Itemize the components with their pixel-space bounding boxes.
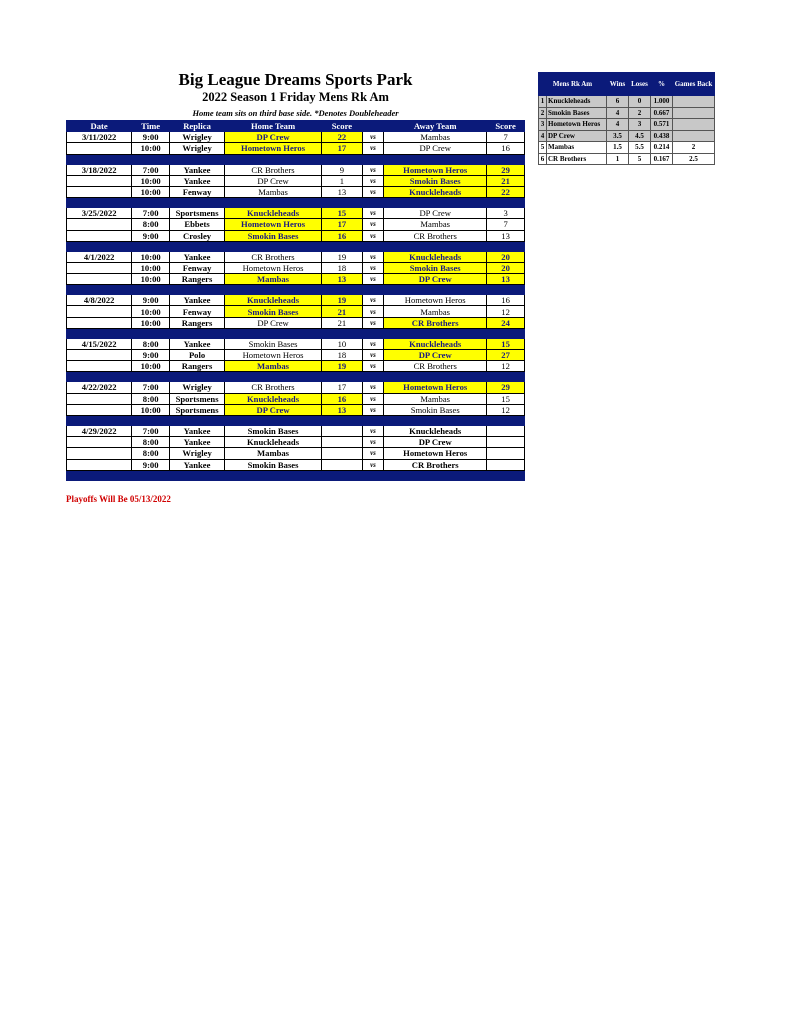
game-field: Wrigley (170, 132, 225, 143)
vs-label: vs (362, 274, 383, 285)
game-row (67, 295, 525, 306)
game-row (67, 208, 525, 219)
away-team: Hometown Heros (384, 448, 487, 459)
away-score: 12 (487, 361, 525, 372)
vs-label: vs (362, 317, 383, 328)
game-date: 4/15/2022 (67, 338, 132, 349)
game-time: 9:00 (132, 350, 170, 361)
vs-label: vs (362, 437, 383, 448)
column-header-home-score: Score (321, 121, 362, 132)
week-separator-bar (67, 328, 525, 338)
game-field: Sportsmens (170, 404, 225, 415)
home-score: 1 (321, 175, 362, 186)
game-date: 3/11/2022 (67, 132, 132, 143)
game-row (67, 382, 525, 393)
away-team: Mambas (384, 393, 487, 404)
game-row (67, 317, 525, 328)
game-row (67, 425, 525, 436)
game-date: 3/25/2022 (67, 208, 132, 219)
vs-label: vs (362, 295, 383, 306)
standings-pct: 1.000 (651, 96, 673, 108)
game-row (67, 306, 525, 317)
game-time: 10:00 (132, 404, 170, 415)
standings-team: Knuckleheads (547, 96, 607, 108)
vs-label: vs (362, 350, 383, 361)
vs-label: vs (362, 164, 383, 175)
game-row (67, 393, 525, 404)
away-team: Hometown Heros (384, 295, 487, 306)
game-field: Yankee (170, 338, 225, 349)
vs-label: vs (362, 425, 383, 436)
home-team: DP Crew (225, 132, 322, 143)
vs-label: vs (362, 338, 383, 349)
standings-team: CR Brothers (547, 153, 607, 165)
week-separator (67, 241, 525, 251)
away-score: 3 (487, 208, 525, 219)
home-team: Hometown Heros (225, 262, 322, 273)
game-date: 4/1/2022 (67, 251, 132, 262)
game-row (67, 361, 525, 372)
home-score: 9 (321, 164, 362, 175)
home-score: 17 (321, 382, 362, 393)
game-date (67, 175, 132, 186)
game-time: 10:00 (132, 186, 170, 197)
home-team: Hometown Heros (225, 219, 322, 230)
standings-rank: 2 (539, 107, 547, 119)
away-team: Knuckleheads (384, 186, 487, 197)
standings-team: Smokin Bases (547, 107, 607, 119)
game-field: Rangers (170, 274, 225, 285)
standings-rank: 5 (539, 142, 547, 154)
game-date: 3/18/2022 (67, 164, 132, 175)
home-team: Knuckleheads (225, 295, 322, 306)
home-team: Knuckleheads (225, 393, 322, 404)
away-score: 13 (487, 230, 525, 241)
home-score: 21 (321, 306, 362, 317)
game-date (67, 274, 132, 285)
standings-wins: 6 (607, 96, 629, 108)
game-field: Wrigley (170, 382, 225, 393)
away-team: Hometown Heros (384, 164, 487, 175)
game-row (67, 437, 525, 448)
home-team: CR Brothers (225, 164, 322, 175)
away-score: 7 (487, 132, 525, 143)
game-time: 10:00 (132, 262, 170, 273)
week-separator-bar (67, 198, 525, 208)
vs-label: vs (362, 459, 383, 470)
game-time: 7:00 (132, 425, 170, 436)
vs-label: vs (362, 448, 383, 459)
game-date (67, 350, 132, 361)
column-header-vs (362, 121, 383, 132)
standings-team: DP Crew (547, 130, 607, 142)
vs-label: vs (362, 382, 383, 393)
away-team: CR Brothers (384, 459, 487, 470)
game-row (67, 230, 525, 241)
standings-wins: 1.5 (607, 142, 629, 154)
standings-header-wins: Wins (607, 73, 629, 96)
schedule-header-row (67, 121, 525, 132)
week-separator (67, 372, 525, 382)
game-time: 8:00 (132, 437, 170, 448)
away-team: DP Crew (384, 208, 487, 219)
standings-wins: 3.5 (607, 130, 629, 142)
game-date: 4/29/2022 (67, 425, 132, 436)
column-header-home-team: Home Team (225, 121, 322, 132)
game-row (67, 404, 525, 415)
home-team: Hometown Heros (225, 143, 322, 154)
week-separator (67, 415, 525, 425)
standings-games-back (673, 130, 715, 142)
home-team: Smokin Bases (225, 338, 322, 349)
away-team: Knuckleheads (384, 251, 487, 262)
game-time: 7:00 (132, 382, 170, 393)
standings-loses: 2 (629, 107, 651, 119)
home-score: 18 (321, 262, 362, 273)
home-score: 21 (321, 317, 362, 328)
game-row (67, 143, 525, 154)
game-date (67, 448, 132, 459)
vs-label: vs (362, 230, 383, 241)
game-time: 7:00 (132, 164, 170, 175)
playoffs-note: Playoffs Will Be 05/13/2022 (66, 494, 171, 504)
home-score: 15 (321, 208, 362, 219)
game-time: 8:00 (132, 448, 170, 459)
away-score: 15 (487, 338, 525, 349)
game-date (67, 219, 132, 230)
week-separator-bar (67, 415, 525, 425)
page-title: Big League Dreams Sports Park (178, 70, 413, 89)
away-team: Knuckleheads (384, 425, 487, 436)
vs-label: vs (362, 175, 383, 186)
schedule-body (67, 132, 525, 481)
game-field: Sportsmens (170, 393, 225, 404)
away-score: 29 (487, 382, 525, 393)
home-score: 13 (321, 404, 362, 415)
standings-loses: 3 (629, 119, 651, 131)
home-score: 19 (321, 295, 362, 306)
away-score: 16 (487, 143, 525, 154)
week-separator-bar (67, 285, 525, 295)
home-team: Mambas (225, 448, 322, 459)
away-team: Smokin Bases (384, 404, 487, 415)
game-field: Fenway (170, 306, 225, 317)
standings-row (539, 119, 715, 131)
standings-pct: 0.438 (651, 130, 673, 142)
home-score (321, 425, 362, 436)
game-time: 10:00 (132, 143, 170, 154)
game-date: 4/8/2022 (67, 295, 132, 306)
game-row (67, 338, 525, 349)
game-row (67, 164, 525, 175)
game-field: Yankee (170, 164, 225, 175)
away-score: 27 (487, 350, 525, 361)
standings-row (539, 142, 715, 154)
game-row (67, 274, 525, 285)
home-team: Mambas (225, 186, 322, 197)
home-team: DP Crew (225, 404, 322, 415)
game-field: Yankee (170, 437, 225, 448)
schedule-note: Home team sits on third base side. *Denotes Doubleheader (192, 108, 399, 118)
vs-label: vs (362, 132, 383, 143)
vs-label: vs (362, 143, 383, 154)
game-time: 10:00 (132, 317, 170, 328)
game-date (67, 262, 132, 273)
game-time: 8:00 (132, 393, 170, 404)
away-team: Mambas (384, 219, 487, 230)
game-date (67, 459, 132, 470)
away-score: 24 (487, 317, 525, 328)
game-field: Polo (170, 350, 225, 361)
page-subtitle: 2022 Season 1 Friday Mens Rk Am (202, 90, 389, 104)
home-score: 13 (321, 186, 362, 197)
standings-games-back (673, 119, 715, 131)
standings-wins: 4 (607, 119, 629, 131)
away-team: DP Crew (384, 274, 487, 285)
game-field: Yankee (170, 295, 225, 306)
game-date (67, 230, 132, 241)
away-team: Smokin Bases (384, 262, 487, 273)
game-time: 10:00 (132, 274, 170, 285)
game-row (67, 186, 525, 197)
standings-table (538, 72, 715, 165)
away-team: DP Crew (384, 350, 487, 361)
home-score: 17 (321, 219, 362, 230)
column-header-replica: Replica (170, 121, 225, 132)
game-time: 9:00 (132, 459, 170, 470)
game-date (67, 393, 132, 404)
game-date (67, 404, 132, 415)
home-team: Smokin Bases (225, 306, 322, 317)
away-score (487, 437, 525, 448)
home-score: 17 (321, 143, 362, 154)
standings-games-back: 2.5 (673, 153, 715, 165)
game-field: Yankee (170, 175, 225, 186)
home-score (321, 437, 362, 448)
standings-rank: 3 (539, 119, 547, 131)
home-team: Hometown Heros (225, 350, 322, 361)
home-team: DP Crew (225, 317, 322, 328)
home-team: Mambas (225, 274, 322, 285)
away-score: 20 (487, 262, 525, 273)
schedule-table (66, 120, 525, 481)
vs-label: vs (362, 404, 383, 415)
column-header-date: Date (67, 121, 132, 132)
away-team: DP Crew (384, 437, 487, 448)
standings-header-pct: % (651, 73, 673, 96)
home-score: 18 (321, 350, 362, 361)
standings-body (539, 96, 715, 165)
standings-header-loses: Loses (629, 73, 651, 96)
away-score: 21 (487, 175, 525, 186)
home-team: Knuckleheads (225, 208, 322, 219)
game-row (67, 262, 525, 273)
week-separator-bar (67, 372, 525, 382)
game-field: Wrigley (170, 448, 225, 459)
vs-label: vs (362, 186, 383, 197)
game-time: 10:00 (132, 361, 170, 372)
standings-rank: 1 (539, 96, 547, 108)
standings-row (539, 96, 715, 108)
standings-loses: 5 (629, 153, 651, 165)
home-score: 10 (321, 338, 362, 349)
away-score: 12 (487, 306, 525, 317)
home-score (321, 448, 362, 459)
game-time: 7:00 (132, 208, 170, 219)
standings-pct: 0.214 (651, 142, 673, 154)
game-row (67, 459, 525, 470)
standings-row (539, 107, 715, 119)
away-score (487, 425, 525, 436)
game-row (67, 219, 525, 230)
week-separator (67, 470, 525, 480)
away-score (487, 459, 525, 470)
away-team: Smokin Bases (384, 175, 487, 186)
vs-label: vs (362, 306, 383, 317)
away-score: 29 (487, 164, 525, 175)
away-score: 12 (487, 404, 525, 415)
away-score: 7 (487, 219, 525, 230)
game-row (67, 448, 525, 459)
game-field: Crosley (170, 230, 225, 241)
standings-games-back: 2 (673, 142, 715, 154)
away-score: 15 (487, 393, 525, 404)
game-field: Yankee (170, 425, 225, 436)
game-field: Ebbets (170, 219, 225, 230)
home-team: Smokin Bases (225, 459, 322, 470)
week-separator (67, 198, 525, 208)
home-team: Knuckleheads (225, 437, 322, 448)
game-row (67, 251, 525, 262)
game-time: 9:00 (132, 295, 170, 306)
away-score: 20 (487, 251, 525, 262)
week-separator (67, 154, 525, 164)
away-score (487, 448, 525, 459)
game-row (67, 132, 525, 143)
game-date: 4/22/2022 (67, 382, 132, 393)
home-score (321, 459, 362, 470)
away-team: DP Crew (384, 143, 487, 154)
column-header-away-score: Score (487, 121, 525, 132)
vs-label: vs (362, 361, 383, 372)
standings-row (539, 153, 715, 165)
home-team: DP Crew (225, 175, 322, 186)
game-time: 10:00 (132, 306, 170, 317)
standings-row (539, 130, 715, 142)
vs-label: vs (362, 262, 383, 273)
standings-rank: 6 (539, 153, 547, 165)
home-team: CR Brothers (225, 251, 322, 262)
home-score: 19 (321, 251, 362, 262)
game-field: Rangers (170, 361, 225, 372)
home-team: Mambas (225, 361, 322, 372)
game-field: Yankee (170, 251, 225, 262)
standings-header-division: Mens Rk Am (539, 73, 607, 96)
standings-loses: 4.5 (629, 130, 651, 142)
standings-loses: 5.5 (629, 142, 651, 154)
game-time: 8:00 (132, 338, 170, 349)
game-date (67, 437, 132, 448)
standings-games-back (673, 107, 715, 119)
home-team: CR Brothers (225, 382, 322, 393)
standings-games-back (673, 96, 715, 108)
away-score: 22 (487, 186, 525, 197)
away-score: 13 (487, 274, 525, 285)
away-team: Knuckleheads (384, 338, 487, 349)
vs-label: vs (362, 251, 383, 262)
game-row (67, 175, 525, 186)
standings-pct: 0.167 (651, 153, 673, 165)
standings-header-row (539, 73, 715, 96)
vs-label: vs (362, 393, 383, 404)
vs-label: vs (362, 219, 383, 230)
home-score: 16 (321, 230, 362, 241)
standings-team: Hometown Heros (547, 119, 607, 131)
game-row (67, 350, 525, 361)
home-score: 13 (321, 274, 362, 285)
standings-pct: 0.667 (651, 107, 673, 119)
week-separator-bar (67, 154, 525, 164)
home-score: 16 (321, 393, 362, 404)
week-separator (67, 285, 525, 295)
game-time: 8:00 (132, 219, 170, 230)
home-team: Smokin Bases (225, 425, 322, 436)
away-score: 16 (487, 295, 525, 306)
standings-team: Mambas (547, 142, 607, 154)
home-score: 22 (321, 132, 362, 143)
game-field: Yankee (170, 459, 225, 470)
game-time: 10:00 (132, 251, 170, 262)
week-separator-bar (67, 241, 525, 251)
game-date (67, 306, 132, 317)
game-field: Fenway (170, 262, 225, 273)
week-separator (67, 328, 525, 338)
column-header-time: Time (132, 121, 170, 132)
week-separator-bar (67, 470, 525, 480)
home-score: 19 (321, 361, 362, 372)
game-date (67, 186, 132, 197)
game-field: Fenway (170, 186, 225, 197)
game-time: 9:00 (132, 230, 170, 241)
standings-wins: 1 (607, 153, 629, 165)
standings-pct: 0.571 (651, 119, 673, 131)
game-field: Sportsmens (170, 208, 225, 219)
game-date (67, 317, 132, 328)
home-team: Smokin Bases (225, 230, 322, 241)
away-team: Mambas (384, 306, 487, 317)
game-date (67, 143, 132, 154)
away-team: CR Brothers (384, 317, 487, 328)
game-field: Wrigley (170, 143, 225, 154)
standings-loses: 0 (629, 96, 651, 108)
game-time: 10:00 (132, 175, 170, 186)
game-time: 9:00 (132, 132, 170, 143)
away-team: Hometown Heros (384, 382, 487, 393)
standings-wins: 4 (607, 107, 629, 119)
standings-header-games-back: Games Back (673, 73, 715, 96)
away-team: CR Brothers (384, 230, 487, 241)
away-team: CR Brothers (384, 361, 487, 372)
column-header-away-team: Away Team (384, 121, 487, 132)
vs-label: vs (362, 208, 383, 219)
game-date (67, 361, 132, 372)
standings-rank: 4 (539, 130, 547, 142)
game-field: Rangers (170, 317, 225, 328)
away-team: Mambas (384, 132, 487, 143)
